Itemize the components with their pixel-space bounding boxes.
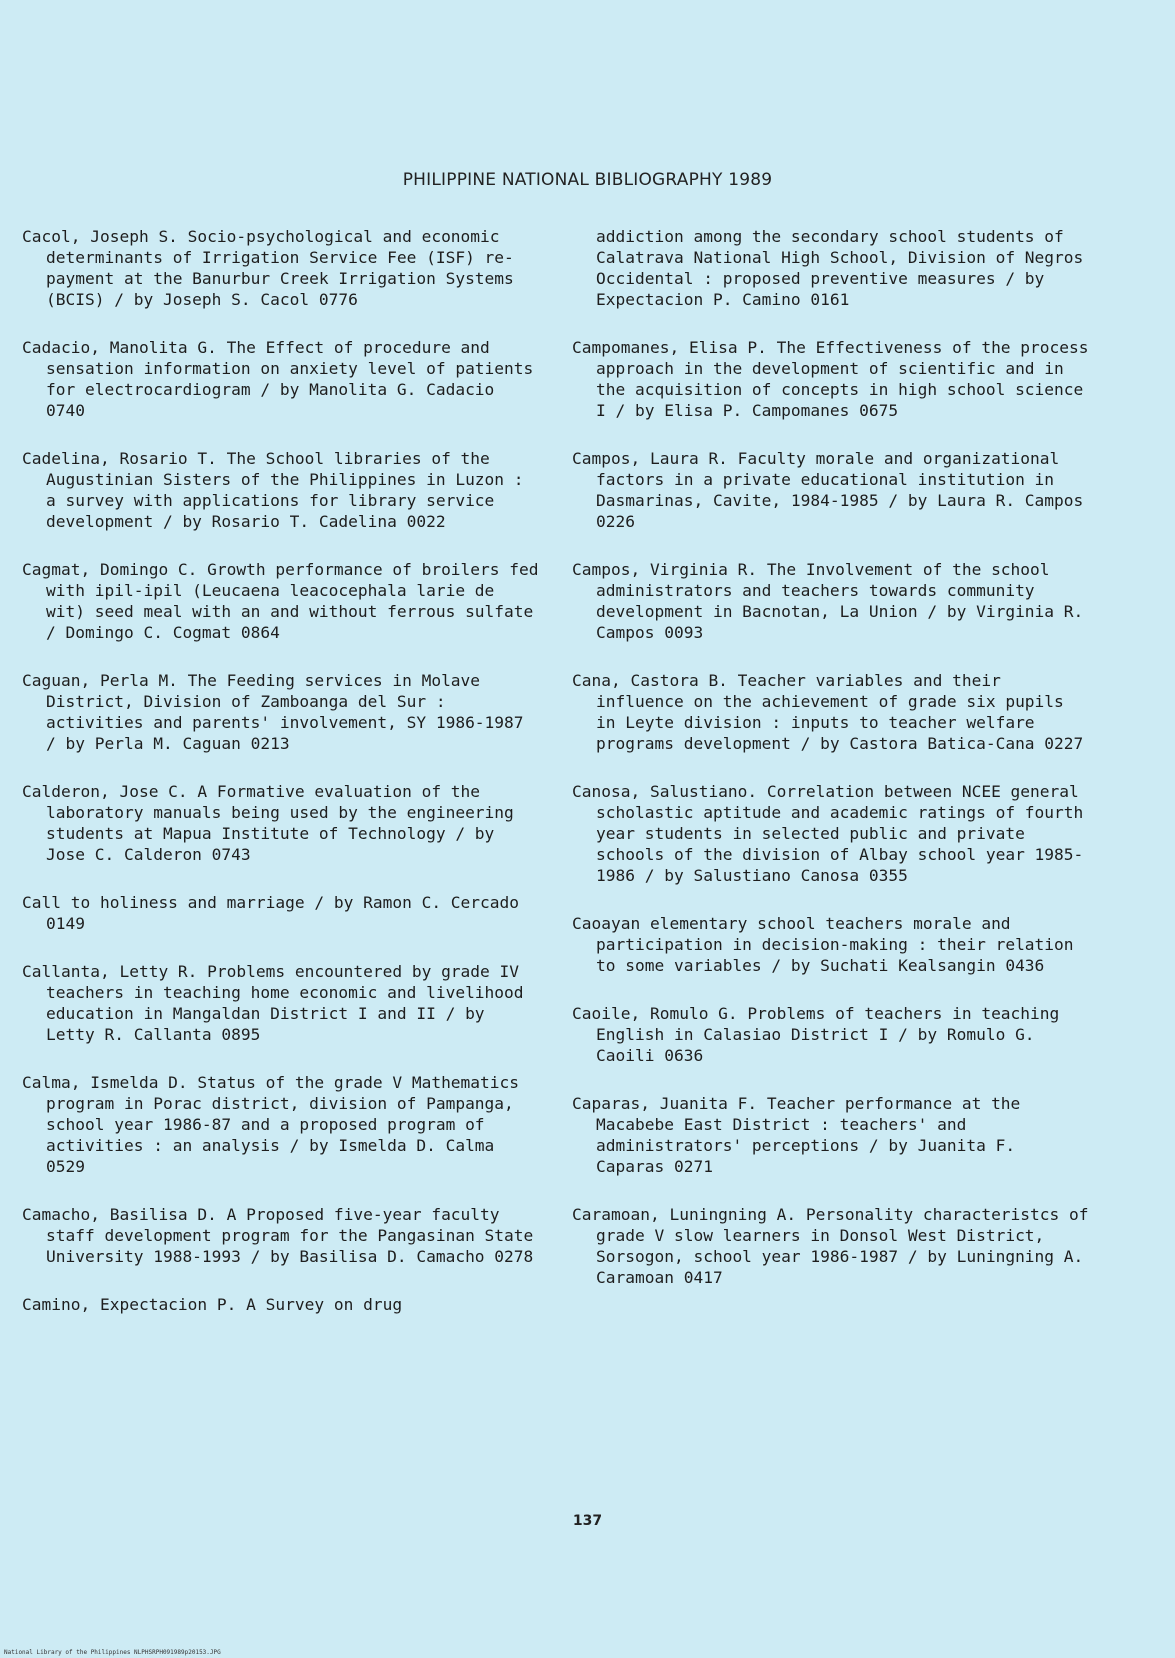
bibliography-entry: Cadelina, Rosario T. The School libraries of the Augustinian Sisters of the Philippines in Luzon : a survey with applications for library service development / by Rosario T. Cadelina 0022: [22, 449, 524, 531]
bibliography-entry: Cana, Castora B. Teacher variables and their influence on the achievement of grade six pupils in Leyte division : inputs to teacher welfare programs development / by Castora Batica-Cana 0227: [572, 671, 1084, 753]
page-header: PHILIPPINE NATIONAL BIBLIOGRAPHY 1989: [402, 170, 773, 190]
bibliography-entry: Caparas, Juanita F. Teacher performance at the Macabebe East District : teachers' and administrators' perceptions / by Juanita F. Caparas 0271: [572, 1094, 1021, 1176]
bibliography-entry: Caoile, Romulo G. Problems of teachers in teaching English in Calasiao District I / by Romulo G. Caoili 0636: [572, 1004, 1060, 1065]
bibliography-entry: Calma, Ismelda D. Status of the grade V Mathematics program in Porac district, division of Pampanga, school year 1986-87 and a proposed program of activities : an analysis / by Ismelda D. Calma 0529: [22, 1073, 520, 1176]
bibliography-entry: Cagmat, Domingo C. Growth performance of broilers fed with ipil-ipil (Leucaena leacocephala larie de wit) seed meal with an and without ferrous sulfate / Domingo C. Cogmat 0864: [22, 560, 539, 642]
bibliography-entry: Canosa, Salustiano. Correlation between NCEE general scholastic aptitude and academic ratings of fourth year students in selected public and private schools of the division of Albay school year 1985-1986 / by Salustiano Canosa 0355: [572, 782, 1084, 885]
bibliography-entry: Caoayan elementary school teachers morale and participation in decision-making : their relation to some variables / by Suchati Kealsangin 0436: [572, 914, 1074, 975]
page-number: 137: [572, 1513, 603, 1529]
bibliography-entry: Camacho, Basilisa D. A Proposed five-year faculty staff development program for the Pangasinan State University 1988-1993 / by Basilisa D. Camacho 0278: [22, 1205, 534, 1266]
bibliography-entry: Campomanes, Elisa P. The Effectiveness of the process approach in the development of scientific and in the acquisition of concepts in high school science I / by Elisa P. Campomanes 0675: [572, 338, 1089, 420]
bibliography-entry: Call to holiness and marriage / by Ramon C. Cercado 0149: [22, 893, 520, 933]
scan-footer: National Library of the Philippines NLPHSRPH091989p20153.JPG: [4, 1649, 221, 1656]
bibliography-entry: Campos, Virginia R. The Involvement of the school administrators and teachers towards community development in Bacnotan, La Union / by Virginia R. Campos 0093: [572, 560, 1084, 642]
bibliography-entry: Caguan, Perla M. The Feeding services in Molave District, Division of Zamboanga del Sur : activities and parents' involvement, SY 1986-1987 / by Perla M. Caguan 0213: [22, 671, 524, 753]
bibliography-entry-continued: addiction among the secondary school students of Calatrava National High School, Division of Negros Occidental : proposed preventive measures / by Expectacion P. Camino 0161: [596, 227, 1084, 309]
bibliography-entry: Cacol, Joseph S. Socio-psychological and economic determinants of Irrigation Service Fee (ISF) re-payment at the Banurbur Creek Irrigation Systems (BCIS) / by Joseph S. Cacol 0776: [22, 227, 514, 309]
right-column: [572, 226, 1092, 1315]
bibliography-entry: Callanta, Letty R. Problems encountered by grade IV teachers in teaching home economic and livelihood education in Mangaldan District I and II / by Letty R. Callanta 0895: [22, 962, 524, 1044]
bibliography-entry: Camino, Expectacion P. A Survey on drug: [22, 1295, 403, 1314]
bibliography-entry: Cadacio, Manolita G. The Effect of procedure and sensation information on anxiety level of patients for electrocardiogram / by Manolita G. Cadacio 0740: [22, 338, 534, 420]
bibliography-entry: Calderon, Jose C. A Formative evaluation of the laboratory manuals being used by the engineering students at Mapua Institute of Technology / by Jose C. Calderon 0743: [22, 782, 514, 864]
left-column: [22, 226, 542, 1342]
bibliography-entry: Caramoan, Luningning A. Personality characteristcs of grade V slow learners in Donsol West District, Sorsogon, school year 1986-1987 / by Luningning A. Caramoan 0417: [572, 1205, 1089, 1287]
bibliography-entry: Campos, Laura R. Faculty morale and organizational factors in a private educational institution in Dasmarinas, Cavite, 1984-1985 / by Laura R. Campos 0226: [572, 449, 1084, 531]
